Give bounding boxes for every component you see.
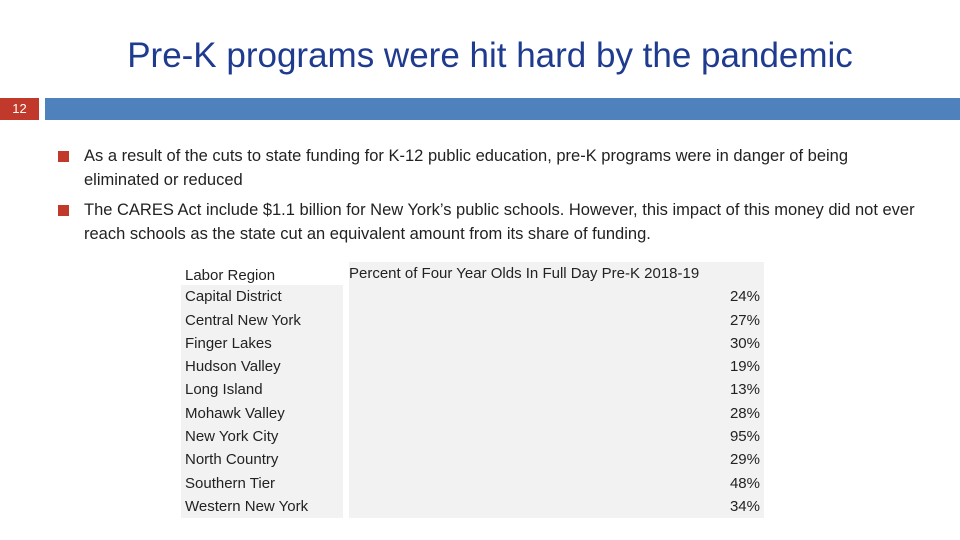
bullet-list [58, 144, 918, 252]
value-cell: 34% [349, 495, 764, 518]
value-cell: 29% [349, 448, 764, 471]
region-cell: North Country [181, 448, 343, 471]
table-row [181, 495, 764, 518]
table-row [181, 472, 764, 495]
value-cell: 95% [349, 425, 764, 448]
table-header-row [181, 262, 764, 285]
table-row [181, 448, 764, 471]
region-cell: Capital District [181, 285, 343, 308]
prek-table [181, 262, 764, 518]
region-cell: Central New York [181, 309, 343, 332]
page-number-badge: 12 [0, 98, 39, 120]
bullet-item [58, 198, 918, 246]
square-bullet-icon [58, 151, 69, 162]
bullet-text: The CARES Act include $1.1 billion for New York’s public schools. However, this impact of this money did not ever reach schools as the state cut an equivalent amount from its share of funding. [84, 201, 915, 243]
value-cell: 48% [349, 472, 764, 495]
table-row [181, 425, 764, 448]
value-cell: 24% [349, 285, 764, 308]
header-band [45, 98, 960, 120]
value-cell: 30% [349, 332, 764, 355]
table-row [181, 332, 764, 355]
bullet-item [58, 144, 918, 192]
value-cell: 13% [349, 378, 764, 401]
table-row [181, 378, 764, 401]
table-row [181, 309, 764, 332]
value-cell: 28% [349, 402, 764, 425]
region-cell: Long Island [181, 378, 343, 401]
region-cell: Hudson Valley [181, 355, 343, 378]
table-row [181, 402, 764, 425]
region-cell: Mohawk Valley [181, 402, 343, 425]
value-cell: 27% [349, 309, 764, 332]
region-cell: Southern Tier [181, 472, 343, 495]
header-region: Labor Region [181, 262, 343, 285]
region-cell: New York City [181, 425, 343, 448]
square-bullet-icon [58, 205, 69, 216]
region-cell: Finger Lakes [181, 332, 343, 355]
table-row [181, 285, 764, 308]
slide-title: Pre-K programs were hit hard by the pandemic [127, 36, 853, 75]
bullet-text: As a result of the cuts to state funding for K-12 public education, pre-K programs were in danger of being eliminated or reduced [84, 147, 849, 189]
header-value: Percent of Four Year Olds In Full Day Pre-K 2018-19 [349, 262, 764, 285]
table-row [181, 355, 764, 378]
value-cell: 19% [349, 355, 764, 378]
region-cell: Western New York [181, 495, 343, 518]
